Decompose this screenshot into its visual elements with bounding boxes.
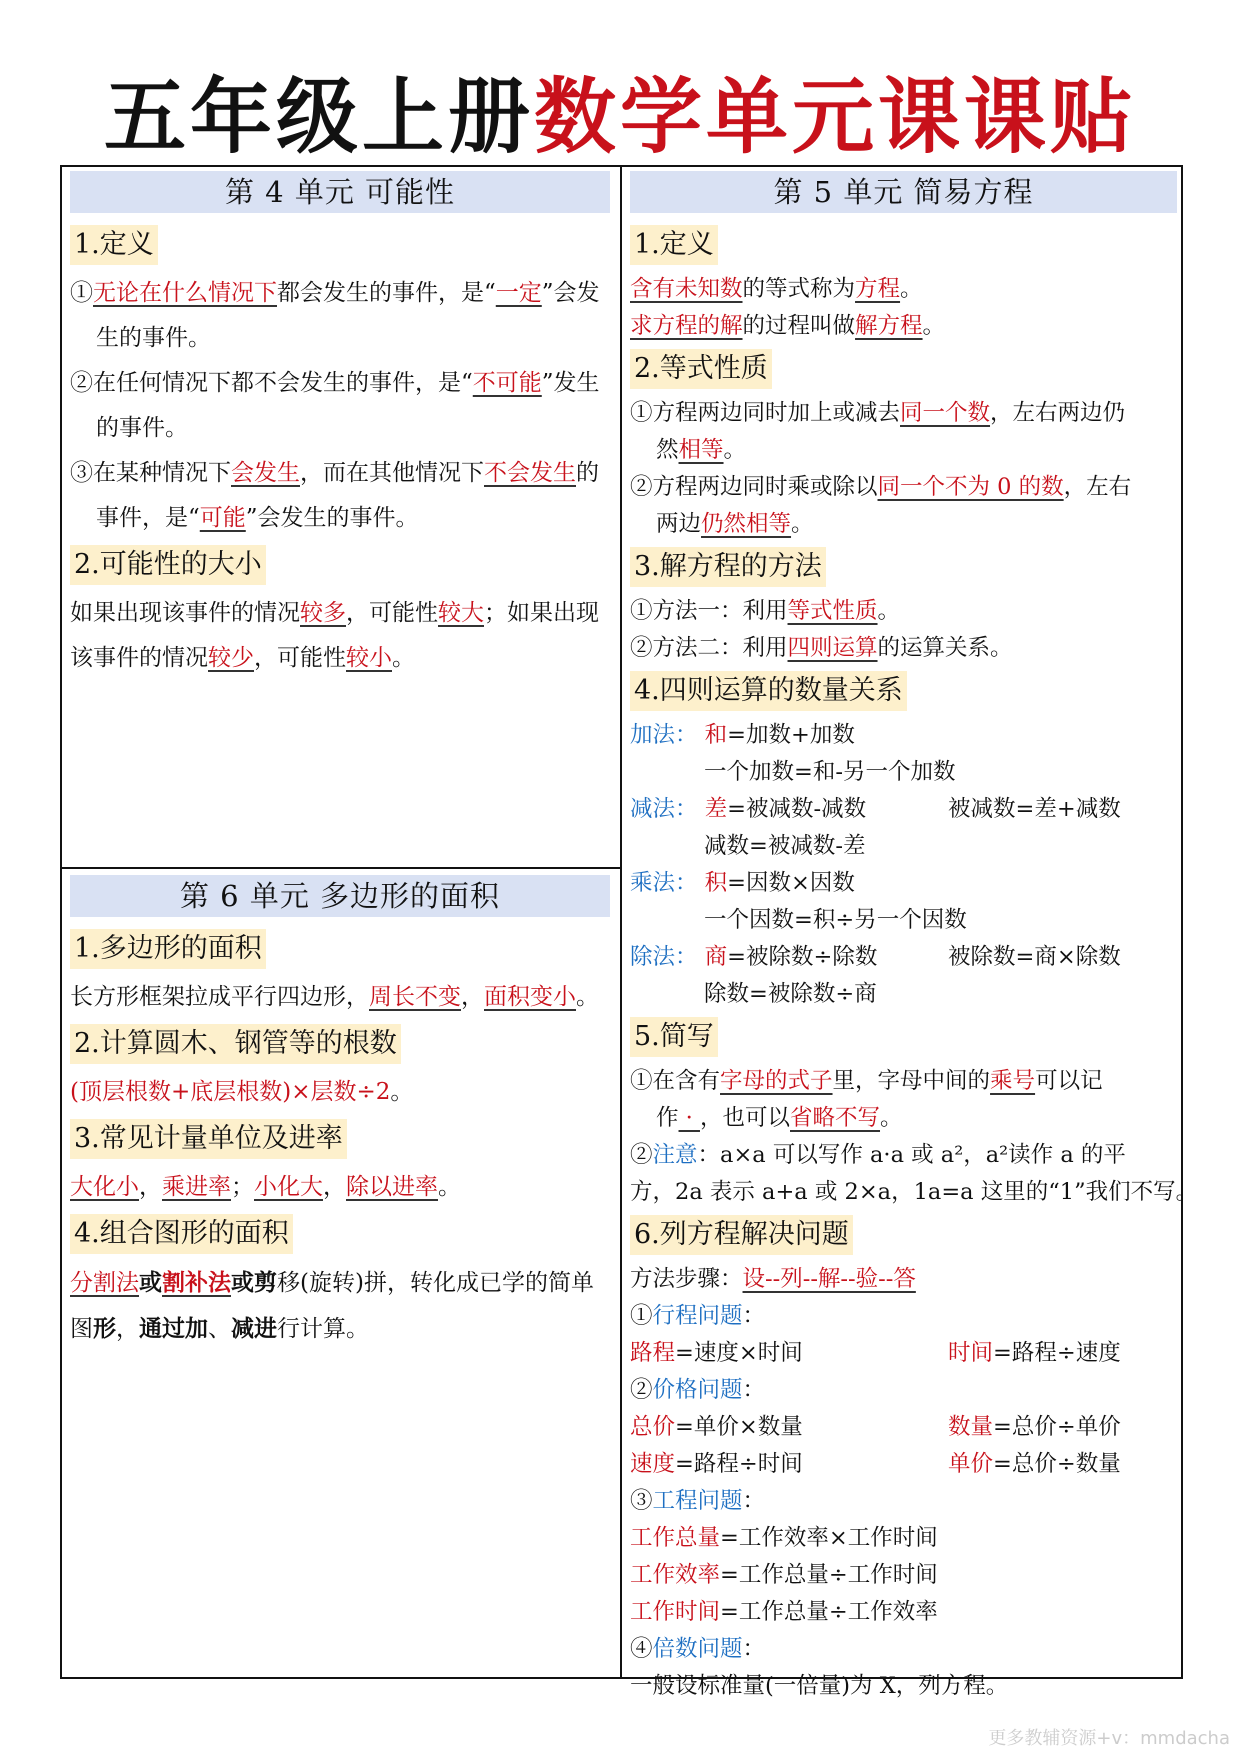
text-segment: ，也可以 <box>699 1105 790 1131</box>
text-line <box>630 1298 1177 1335</box>
text-segment: ，可能性 <box>254 645 346 671</box>
text-segment: 差 <box>697 796 728 822</box>
paragraph <box>70 1165 610 1210</box>
text-segment: ② <box>630 1377 653 1403</box>
key-term: 方程 <box>855 276 901 302</box>
text-line <box>630 1668 1177 1705</box>
text-segment: 积 <box>697 870 728 896</box>
text-segment: 形 <box>93 1315 116 1342</box>
text-segment: ① <box>70 280 93 306</box>
text-line <box>630 395 1177 432</box>
text-line <box>630 506 1177 543</box>
unit6-header: 第 6 单元 多边形的面积 <box>70 875 610 917</box>
key-term: 大化小 <box>70 1174 139 1200</box>
text-segment: 减数=被减数-差 <box>704 833 866 859</box>
paragraph <box>70 1070 610 1115</box>
text-line <box>630 939 1177 976</box>
key-term: 含有未知数 <box>630 276 743 302</box>
key-term: 面积变小 <box>484 984 576 1010</box>
key-term: 四则运算 <box>787 635 878 661</box>
text-segment: 。 <box>922 313 946 339</box>
section-heading: 2.等式性质 <box>630 349 772 389</box>
text-segment: =总价÷数量 <box>993 1451 1121 1477</box>
key-term: 除以进率 <box>346 1174 438 1200</box>
text-segment: =工作总量÷工作效率 <box>720 1599 938 1625</box>
text-segment: 通过加 <box>139 1315 208 1342</box>
text-line <box>630 271 1177 308</box>
section-heading: 2.可能性的大小 <box>70 545 266 585</box>
text-segment: ①在含有 <box>630 1068 721 1094</box>
text-segment: ； <box>231 1174 254 1200</box>
text-segment: ，左右 <box>1063 474 1132 500</box>
paragraph <box>70 1260 610 1352</box>
label-term: 行程问题 <box>652 1303 743 1329</box>
text-segment: 一般设标准量(一倍量)为 X，列方程。 <box>630 1673 1009 1699</box>
key-term: 相等 <box>678 437 724 463</box>
formula-right <box>948 939 1121 976</box>
key-term: 仍然相等 <box>701 511 792 537</box>
key-term: 割补法 <box>162 1269 231 1296</box>
text-segment: ”发生的事件。 <box>96 370 600 441</box>
text-segment: =路程÷速度 <box>993 1340 1121 1366</box>
key-term: 不会发生 <box>484 460 576 486</box>
text-segment: ②方法二：利用 <box>630 635 788 661</box>
text-segment: =被除数÷除数 <box>727 944 878 970</box>
text-segment: 工作效率 <box>630 1562 721 1588</box>
text-segment: =单价×数量 <box>675 1414 803 1440</box>
text-segment: 商 <box>697 944 728 970</box>
title-part1: 五年级上册 <box>103 70 534 165</box>
text-segment: ；如果出现该事件的情况 <box>70 600 599 671</box>
text-segment: 移(旋转)拼，转化成已学的简单图 <box>70 1270 594 1342</box>
key-term: 较多 <box>300 600 346 626</box>
text-line <box>630 865 1177 902</box>
text-segment: ②在任何情况下都不会发生的事件，是“ <box>70 370 473 396</box>
text-segment: 都会发生的事件，是“ <box>277 280 496 306</box>
text-segment: 方，2a 表示 a+a 或 2×a，1a=a 这里的“1”我们不写。 <box>630 1179 1199 1205</box>
key-term: 省略不写 <box>790 1105 881 1131</box>
label-term: 工程问题 <box>652 1488 743 1514</box>
text-line <box>630 630 1177 667</box>
text-segment: ， <box>461 984 484 1010</box>
text-line <box>630 432 1177 469</box>
text-segment: ，左右两边仍 <box>990 400 1126 426</box>
paragraph <box>70 591 610 681</box>
text-segment: ， <box>323 1174 346 1200</box>
text-segment: 或剪 <box>231 1269 277 1296</box>
text-segment: ：a×a 可以写作 a·a 或 a²，a²读作 a 的平 <box>697 1142 1126 1168</box>
key-term: · <box>678 1105 700 1131</box>
text-segment: ： <box>742 1636 766 1662</box>
text-segment: 一个因数=积÷另一个因数 <box>704 907 967 933</box>
label-term: 注意 <box>652 1142 698 1168</box>
text-line <box>630 308 1177 345</box>
text-segment: 如果出现该事件的情况 <box>70 600 300 626</box>
key-term: 较少 <box>208 645 254 671</box>
text-line <box>630 754 1177 791</box>
text-line <box>630 1100 1177 1137</box>
text-line <box>630 717 1177 754</box>
text-segment: ： <box>742 1377 766 1403</box>
text-line <box>630 1631 1177 1668</box>
section-heading: 4.四则运算的数量关系 <box>630 671 907 711</box>
text-segment: 一个加数=和-另一个加数 <box>704 759 956 785</box>
key-term: 求方程的解 <box>630 313 743 339</box>
text-segment: ③在某种情况下 <box>70 460 231 486</box>
text-segment: ： <box>742 1488 766 1514</box>
text-line <box>630 828 1177 865</box>
text-segment: ，而在其他情况下 <box>300 460 484 486</box>
paragraph <box>70 271 610 361</box>
text-segment: 。 <box>438 1174 461 1200</box>
text-segment: =总价÷单价 <box>993 1414 1121 1440</box>
text-line <box>630 593 1177 630</box>
text-line <box>630 1446 1177 1483</box>
text-line <box>630 469 1177 506</box>
label-term: 加法： <box>630 722 698 748</box>
section-heading: 5.简写 <box>630 1017 718 1057</box>
text-segment: 数量 <box>948 1414 994 1440</box>
section-heading: 1.定义 <box>630 225 718 265</box>
text-segment: =加数+加数 <box>727 722 855 748</box>
paragraph <box>70 451 610 541</box>
text-segment: ： <box>742 1303 766 1329</box>
text-segment: 。 <box>576 984 599 1010</box>
text-segment: 路程 <box>630 1340 676 1366</box>
label-term: 乘法： <box>630 870 698 896</box>
section-heading: 1.多边形的面积 <box>70 929 266 969</box>
column-divider <box>620 167 622 1677</box>
row-divider <box>62 867 620 869</box>
key-term: 一定 <box>495 280 542 306</box>
text-segment: ③ <box>630 1488 653 1514</box>
key-term: 同一个数 <box>900 400 991 426</box>
text-line <box>630 1261 1177 1298</box>
title-part2: 数学单元课课贴 <box>534 70 1137 165</box>
text-segment: ”会发生的事件。 <box>96 280 600 351</box>
key-term: 小化大 <box>254 1174 323 1200</box>
section-heading: 6.列方程解决问题 <box>630 1215 853 1255</box>
watermark: 更多教辅资源+v：mmdacha <box>988 1728 1230 1749</box>
formula-right <box>948 791 1121 828</box>
text-segment: 、 <box>208 1316 231 1342</box>
text-segment: 被除数=商×除数 <box>948 944 1121 970</box>
text-segment: =因数×因数 <box>727 870 855 896</box>
text-segment: 。 <box>877 598 901 624</box>
text-segment: 。 <box>390 1079 414 1105</box>
text-line <box>630 1520 1177 1557</box>
unit4-header: 第 4 单元 可能性 <box>70 171 610 213</box>
unit6-panel <box>70 875 610 1352</box>
text-segment: ① <box>630 1303 653 1329</box>
text-segment: 工作时间 <box>630 1599 721 1625</box>
text-segment: 里，字母中间的 <box>832 1068 991 1094</box>
text-segment: ② <box>630 1142 653 1168</box>
text-segment: 。 <box>392 645 415 671</box>
label-term: 价格问题 <box>652 1377 743 1403</box>
formula-right <box>948 1409 1121 1446</box>
text-line <box>630 791 1177 828</box>
key-term: 设--列--解--验--答 <box>742 1266 916 1292</box>
text-segment: (顶层根数+底层根数)×层数÷2 <box>70 1079 391 1105</box>
text-segment: =速度×时间 <box>675 1340 803 1366</box>
key-term: 解方程 <box>855 313 923 339</box>
text-line <box>630 1063 1177 1100</box>
key-term: 分割法 <box>70 1270 139 1296</box>
text-segment: =工作效率×工作时间 <box>720 1525 938 1551</box>
text-segment: 和 <box>697 722 728 748</box>
key-term: 乘进率 <box>162 1174 231 1200</box>
key-term: 乘号 <box>990 1068 1036 1094</box>
page-title <box>0 52 1240 169</box>
text-segment: 或 <box>139 1269 162 1296</box>
text-segment: =路程÷时间 <box>675 1451 803 1477</box>
paragraph <box>70 975 610 1020</box>
key-term: 不可能 <box>472 370 542 396</box>
text-segment: 行计算。 <box>277 1316 369 1342</box>
text-segment: 作 <box>656 1105 679 1131</box>
text-segment: 然 <box>656 437 679 463</box>
text-segment: ①方程两边同时加上或减去 <box>630 400 901 426</box>
text-segment: 速度 <box>630 1451 676 1477</box>
text-line <box>630 1483 1177 1520</box>
label-term: 减法： <box>630 796 698 822</box>
text-line <box>630 1174 1199 1211</box>
text-line <box>630 976 1177 1013</box>
unit5-panel <box>630 171 1199 1705</box>
key-term: 较大 <box>438 600 484 626</box>
text-segment: 方法步骤： <box>630 1266 743 1292</box>
label-term: 除法： <box>630 944 698 970</box>
unit6-body <box>70 925 610 1352</box>
key-term: 会发生 <box>231 460 300 486</box>
text-line <box>630 1557 1177 1594</box>
text-segment: 总价 <box>630 1414 676 1440</box>
key-term: 无论在什么情况下 <box>93 280 277 306</box>
text-segment: 时间 <box>948 1340 994 1366</box>
text-segment: 被减数=差+减数 <box>948 796 1121 822</box>
text-segment: 除数=被除数÷商 <box>704 981 877 1007</box>
formula-right <box>948 1446 1121 1483</box>
section-heading: 3.常见计量单位及进率 <box>70 1119 347 1159</box>
key-term: 可能 <box>199 505 246 531</box>
text-line <box>630 1594 1177 1631</box>
text-segment: 的运算关系。 <box>877 635 1013 661</box>
text-segment: 两边 <box>656 511 702 537</box>
text-segment: =被减数-减数 <box>727 796 867 822</box>
text-segment: ”会发生的事件。 <box>245 505 419 531</box>
section-heading: 4.组合图形的面积 <box>70 1214 293 1254</box>
text-line <box>630 1372 1177 1409</box>
text-segment: 。 <box>791 511 814 537</box>
text-line <box>630 1409 1177 1446</box>
label-term: 倍数问题 <box>652 1636 743 1662</box>
text-segment: ④ <box>630 1636 653 1662</box>
text-segment: ， <box>139 1174 162 1200</box>
key-term: 字母的式子 <box>720 1068 833 1094</box>
key-term: 等式性质 <box>787 598 878 624</box>
text-segment: 可以记 <box>1035 1068 1103 1094</box>
section-heading: 3.解方程的方法 <box>630 547 826 587</box>
key-term: 同一个不为 0 的数 <box>877 474 1064 500</box>
unit4-panel <box>70 171 610 681</box>
text-segment: ①方法一：利用 <box>630 598 788 624</box>
text-segment: 的事件，是“ <box>96 460 599 531</box>
text-segment: 减进 <box>231 1315 277 1342</box>
text-segment: =工作总量÷工作时间 <box>720 1562 938 1588</box>
unit4-body <box>70 221 610 681</box>
text-line <box>630 1335 1177 1372</box>
text-segment: 。 <box>880 1105 903 1131</box>
key-term: 周长不变 <box>369 984 461 1010</box>
text-segment: 。 <box>723 437 747 463</box>
text-segment: 长方形框架拉成平行四边形， <box>70 984 369 1010</box>
formula-right <box>948 1335 1121 1372</box>
text-segment: 单价 <box>948 1451 994 1477</box>
key-term: 较小 <box>346 645 392 671</box>
text-segment: ②方程两边同时乘或除以 <box>630 474 878 500</box>
unit5-body <box>630 221 1199 1705</box>
text-line <box>630 1137 1177 1174</box>
text-segment: 工作总量 <box>630 1525 721 1551</box>
text-segment: ，可能性 <box>346 600 438 626</box>
text-line <box>630 902 1177 939</box>
section-heading: 1.定义 <box>70 225 158 265</box>
text-segment: 的等式称为 <box>742 276 856 302</box>
paragraph <box>70 361 610 451</box>
content-table <box>60 165 1199 1699</box>
unit5-header: 第 5 单元 简易方程 <box>630 171 1177 213</box>
text-segment: 的过程叫做 <box>742 313 856 339</box>
text-segment: 。 <box>900 276 923 302</box>
section-heading: 2.计算圆木、钢管等的根数 <box>70 1024 401 1064</box>
text-segment: ， <box>116 1316 139 1342</box>
